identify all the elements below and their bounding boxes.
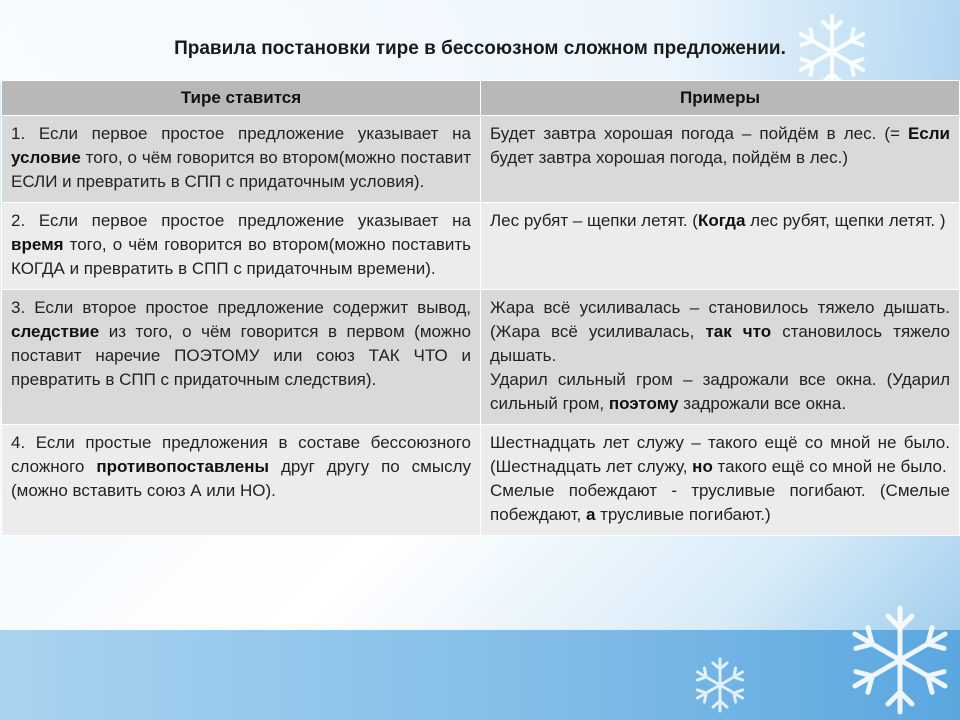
example-paragraph xyxy=(490,368,950,416)
emphasis-text: условие xyxy=(11,148,81,167)
example-paragraph xyxy=(490,431,950,479)
rule-cell xyxy=(2,290,481,425)
text-run: 3. Если второе простое предложение содержит вывод, xyxy=(11,298,471,317)
text-run: Будет завтра хорошая погода – пойдём в лес. (= xyxy=(490,124,908,143)
column-header-rule: Тире ставится xyxy=(2,81,481,116)
example-paragraph xyxy=(490,122,950,170)
text-run: Смелые побеждают - трусливые погибают. (Смелые побеждают, xyxy=(490,481,950,524)
emphasis-text: но xyxy=(692,457,713,476)
text-run: Ударил сильный гром – задрожали все окна. (Ударил сильный гром, xyxy=(490,370,950,413)
emphasis-text: поэтому xyxy=(608,394,679,413)
example-cell xyxy=(481,116,960,203)
rule-cell xyxy=(2,116,481,203)
example-cell xyxy=(481,425,960,536)
emphasis-text: Когда xyxy=(697,211,746,230)
example-paragraph xyxy=(490,479,950,527)
table-row xyxy=(2,290,960,425)
table-body xyxy=(2,116,960,536)
emphasis-text: а xyxy=(585,505,596,524)
emphasis-text: противопоставлены xyxy=(96,457,270,476)
text-run: того, о чём говорится во втором(можно поставить КОГДА и превратить в СПП с придаточным времени). xyxy=(11,235,471,278)
text-run: становилось тяжело дышать. xyxy=(490,322,950,365)
text-run: такого ещё со мной не было. xyxy=(712,457,947,476)
snowflake-icon xyxy=(690,655,750,715)
text-run: 1. Если первое простое предложение указывает на xyxy=(11,124,471,143)
text-run: трусливые погибают.) xyxy=(595,505,771,524)
text-run: лес рубят, щепки летят. ) xyxy=(745,211,946,230)
text-run: 4. Если простые предложения в составе бессоюзного сложного xyxy=(11,433,471,476)
emphasis-text: время xyxy=(11,235,64,254)
table-row xyxy=(2,203,960,290)
example-paragraph xyxy=(490,209,950,233)
page-title: Правила постановки тире в бессоюзном сложном предложении. xyxy=(174,38,786,59)
table-row xyxy=(2,425,960,536)
text-run: будет завтра хорошая погода, пойдём в лес.) xyxy=(490,148,848,167)
background-bottom-band xyxy=(0,630,960,720)
table-row xyxy=(2,116,960,203)
text-run: Жара всё усиливалась – становилось тяжело дышать. (Жара всё усиливалась, xyxy=(490,298,950,341)
table-header-row xyxy=(2,81,960,116)
emphasis-text: следствие xyxy=(11,322,100,341)
text-run: задрожали все окна. xyxy=(678,394,847,413)
rule-cell xyxy=(2,203,481,290)
emphasis-text: Если xyxy=(907,124,950,143)
example-cell xyxy=(481,203,960,290)
rules-table xyxy=(1,80,960,536)
text-run: 2. Если первое простое предложение указывает на xyxy=(11,211,471,230)
text-run: друг другу по смыслу (можно вставить союз А или НО). xyxy=(11,457,472,500)
snowflake-icon xyxy=(840,600,960,720)
text-run: того, о чём говорится во втором(можно поставит ЕСЛИ и превратить в СПП с придаточным условия). xyxy=(11,148,471,191)
text-run: Шестнадцать лет служу – такого ещё со мной не было. (Шестнадцать лет служу, xyxy=(490,433,950,476)
text-run: из того, о чём говорится в первом (можно поставит наречие ПОЭТОМУ или союз ТАК ЧТО и превратить в СПП с придаточным следствия). xyxy=(11,322,471,389)
emphasis-text: так что xyxy=(705,322,772,341)
example-cell xyxy=(481,290,960,425)
example-paragraph xyxy=(490,296,950,368)
column-header-examples: Примеры xyxy=(481,81,960,116)
rule-cell xyxy=(2,425,481,536)
text-run: Лес рубят – щепки летят. ( xyxy=(490,211,698,230)
